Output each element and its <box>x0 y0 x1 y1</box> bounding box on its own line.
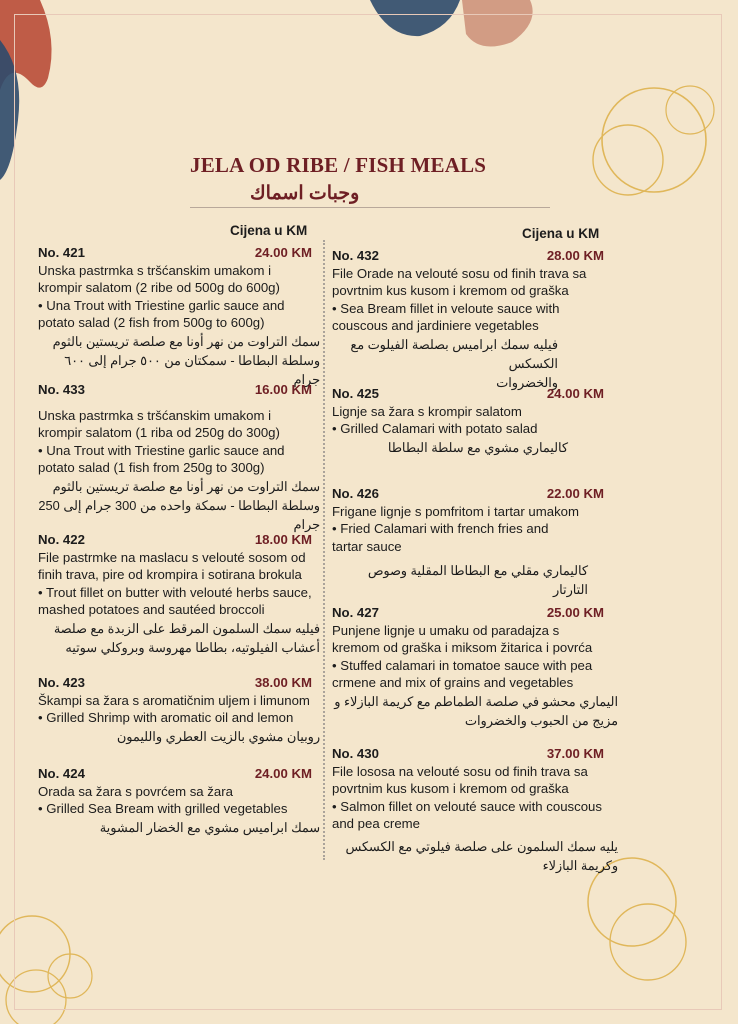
item-number: No. 425 <box>332 386 379 401</box>
menu-item-421 <box>38 244 320 389</box>
item-description-arabic: سمك التراوت من نهر أونا مع صلصة تريستين بالثوم وسلطة البطاطا - سمكة واحده من 300 جرام إلى 250 جرام <box>38 478 320 532</box>
column-divider <box>323 240 325 860</box>
item-price: 28.00 KM <box>546 248 604 263</box>
item-description-bosnian: Punjene lignje u umaku od paradajza s kremom od graška i miksom žitarica i povrća <box>332 622 593 655</box>
menu-item-424 <box>38 765 320 837</box>
item-description-bosnian: Škampi sa žara s aromatičnim uljem i limunom <box>38 692 310 708</box>
item-number: No. 421 <box>38 245 85 260</box>
item-description-arabic: سمك ابراميس مشوي مع الخضار المشوية <box>99 819 320 835</box>
item-description-english: • Fried Calamari with french fries and tartar sauce <box>332 521 549 554</box>
menu-item-427 <box>332 604 618 730</box>
item-description-bosnian: Orada sa žara s povrćem sa žara <box>38 783 233 799</box>
menu-item-433 <box>38 381 320 534</box>
item-price: 18.00 KM <box>254 532 312 547</box>
item-price: 25.00 KM <box>546 605 604 620</box>
item-number: No. 426 <box>332 486 379 501</box>
item-description-bosnian: Unska pastrmka s tršćanskim umakom i krompir salatom (2 ribe od 500g do 600g) <box>38 262 280 295</box>
menu-item-430 <box>332 745 618 875</box>
menu-item-423 <box>38 674 320 746</box>
menu-item-425 <box>332 385 618 457</box>
item-description-arabic: كاليماري مقلي مع البطاطا المقلية وصوص التارتار <box>367 563 588 597</box>
item-description-english: • Grilled Sea Bream with grilled vegetables <box>38 801 288 816</box>
item-number: No. 423 <box>38 675 85 690</box>
item-description-arabic: فيليه سمك السلمون المرقط على الزبدة مع صلصة أعشاب الفيلوتيه، بطاطا مهروسة وبروكلي سوتيه <box>53 620 320 655</box>
menu-item-432 <box>332 247 618 392</box>
item-number: No. 427 <box>332 605 379 620</box>
item-number: No. 433 <box>38 382 85 397</box>
item-price: 24.00 KM <box>254 766 312 781</box>
item-price: 38.00 KM <box>254 675 312 690</box>
item-description-english: • Stuffed calamari in tomatoe sauce with pea crmene and mix of grains and vegetables <box>332 657 593 690</box>
right-price-label: Cijena u KM <box>522 226 600 241</box>
item-description-bosnian: Frigane lignje s pomfritom i tartar umakom <box>332 503 579 519</box>
item-description-english: • Una Trout with Triestine garlic sauce and potato salad (2 fish from 500g to 600g) <box>38 297 285 330</box>
item-number: No. 422 <box>38 532 85 547</box>
item-description-bosnian: File lososa na velouté sosu od finih trava sa povrtnim kus kusom i kremom od graška <box>332 763 588 796</box>
item-description-english: • Trout fillet on butter with velouté herbs sauce, mashed potatoes and sautéed broccoli <box>38 584 312 617</box>
item-price: 24.00 KM <box>254 245 312 260</box>
item-description-english: • Grilled Calamari with potato salad <box>332 421 538 436</box>
item-number: No. 432 <box>332 248 379 263</box>
item-description-english: • Salmon fillet on velouté sauce with couscous and pea creme <box>332 798 602 831</box>
page-title-arabic: وجبات اسماك <box>250 183 360 204</box>
item-description-english: • Grilled Shrimp with aromatic oil and lemon <box>38 710 294 725</box>
item-description-bosnian: File Orade na velouté sosu od finih trava sa povrtnim kus kusom i kremom od graška <box>332 265 587 298</box>
item-price: 24.00 KM <box>546 386 604 401</box>
item-description-bosnian: Lignje sa žara s krompir salatom <box>332 403 522 419</box>
title-underline <box>190 207 550 208</box>
item-price: 22.00 KM <box>546 486 604 501</box>
item-price: 37.00 KM <box>546 746 604 761</box>
item-description-english: • Una Trout with Triestine garlic sauce and potato salad (1 fish from 250g to 300g) <box>38 442 285 475</box>
item-description-arabic: فيليه سمك ابراميس بصلصة الفيلوت مع الكسكس والخضروات <box>350 336 558 390</box>
menu-item-422 <box>38 531 320 657</box>
item-description-arabic: اليماري محشو في صلصة الطماطم مع كريمة البازلاء و مزيج من الحبوب والخضروات <box>334 693 618 728</box>
item-description-arabic: كاليماري مشوي مع سلطة البطاطا <box>387 439 568 455</box>
page-title: JELA OD RIBE / FISH MEALS <box>190 153 487 177</box>
item-description-arabic: روبيان مشوي بالزيت العطري والليمون <box>116 728 320 744</box>
item-description-bosnian: Unska pastrmka s tršćanskim umakom i krompir salatom (1 riba od 250g do 300g) <box>38 407 280 440</box>
item-description-arabic: سمك التراوت من نهر أونا مع صلصة تريستين بالثوم وسلطة البطاطا - سمكتان من ٥٠٠ جرام إلى ٦٠٠ جرام <box>52 333 320 387</box>
item-number: No. 430 <box>332 746 379 761</box>
menu-item-426 <box>332 485 618 599</box>
item-description-arabic: يليه سمك السلمون على صلصة فيلوتي مع الكسكس وكريمة البازلاء <box>345 838 618 873</box>
left-price-label: Cijena u KM <box>230 223 308 238</box>
item-number: No. 424 <box>38 766 85 781</box>
item-description-english: • Sea Bream fillet in veloute sauce with couscous and jardiniere vegetables <box>332 300 560 333</box>
item-description-bosnian: File pastrmke na maslacu s velouté sosom od finih trava, pire od krompira i sotirana brokula <box>38 549 306 582</box>
item-price: 16.00 KM <box>254 382 312 397</box>
